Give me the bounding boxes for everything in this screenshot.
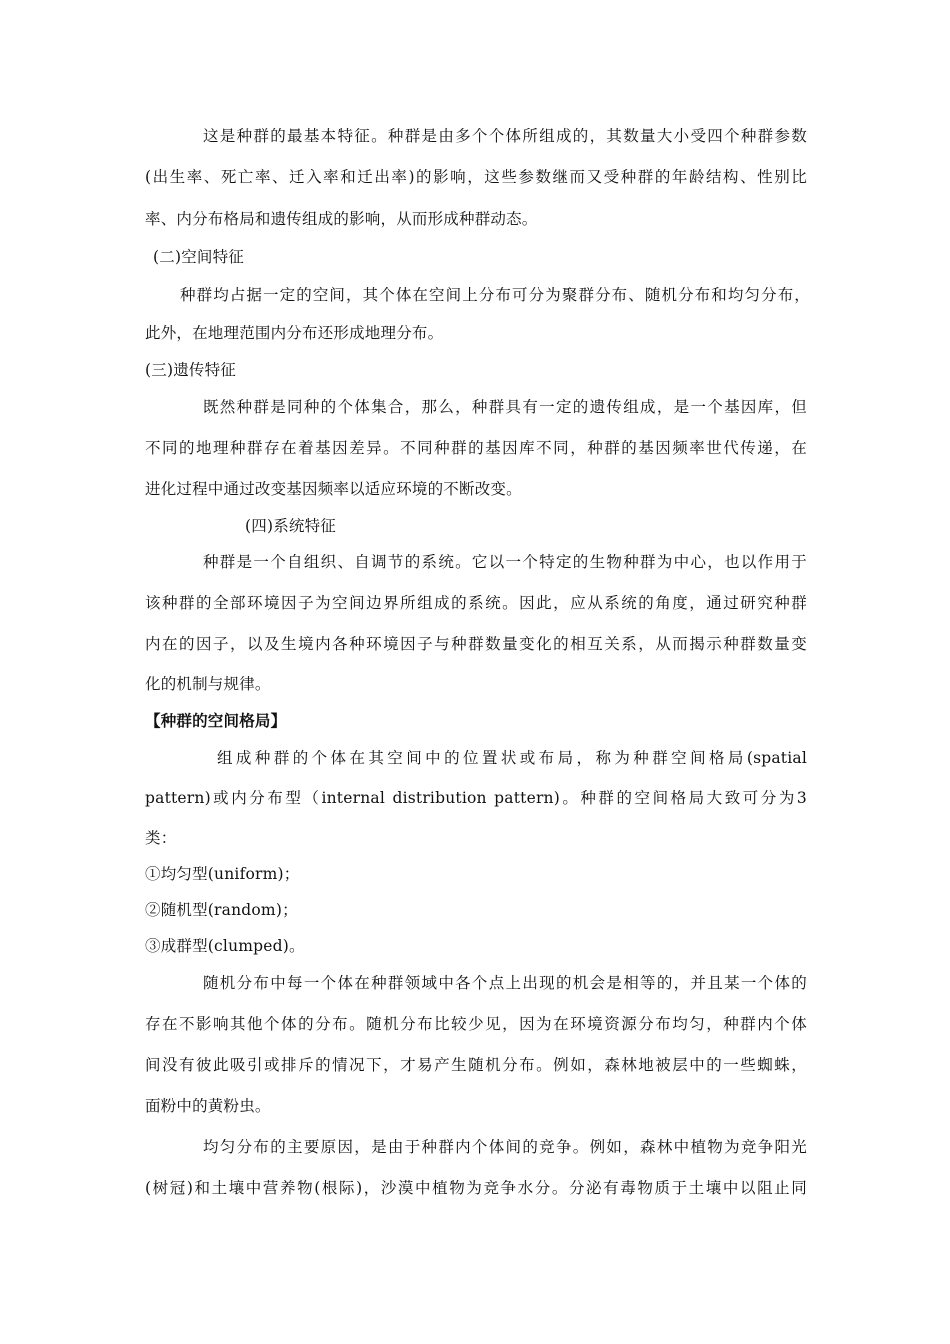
list-item: ②随机型(random)； [145, 901, 298, 919]
paragraph-line: 组成种群的个体在其空间中的位置状或布局，称为种群空间格局(spatial [217, 749, 807, 767]
paragraph-line: 率、内分布格局和遗传组成的影响，从而形成种群动态。 [145, 210, 538, 228]
section-title: 【种群的空间格局】 [145, 712, 287, 730]
paragraph-line: 该种群的全部环境因子为空间边界所组成的系统。因此，应从系统的角度，通过研究种群 [145, 594, 807, 612]
paragraph-line: pattern)或内分布型（internal distribution pattern)。种群的空间格局大致可分为3 [145, 789, 807, 807]
paragraph-line: (出生率、死亡率、迁入率和迁出率)的影响，这些参数继而又受种群的年龄结构、性别比 [145, 168, 807, 186]
paragraph-line: 种群是一个自组织、自调节的系统。它以一个特定的生物种群为中心，也以作用于 [203, 553, 807, 571]
list-item: ③成群型(clumped)。 [145, 937, 305, 955]
paragraph-line: 间没有彼此吸引或排斥的情况下，才易产生随机分布。例如，森林地被层中的一些蜘蛛， [145, 1056, 807, 1074]
paragraph-line: (树冠)和土壤中营养物(根际)，沙漠中植物为竞争水分。分泌有毒物质于土壤中以阻止同 [145, 1179, 807, 1197]
paragraph-line: 既然种群是同种的个体集合，那么，种群具有一定的遗传组成，是一个基因库，但 [203, 398, 807, 416]
paragraph-line: 进化过程中通过改变基因频率以适应环境的不断改变。 [145, 480, 522, 498]
section-heading: (二)空间特征 [153, 248, 244, 266]
section-heading: (四)系统特征 [245, 517, 336, 535]
paragraph-line: 不同的地理种群存在着基因差异。不同种群的基因库不同，种群的基因频率世代传递，在 [145, 439, 807, 457]
list-item: ①均匀型(uniform)； [145, 865, 300, 883]
paragraph-line: 内在的因子，以及生境内各种环境因子与种群数量变化的相互关系，从而揭示种群数量变 [145, 635, 807, 653]
paragraph-line: 存在不影响其他个体的分布。随机分布比较少见，因为在环境资源分布均匀，种群内个体 [145, 1015, 807, 1033]
paragraph-line: 种群均占据一定的空间，其个体在空间上分布可分为聚群分布、随机分布和均匀分布， [180, 286, 810, 304]
paragraph-line: 类： [145, 829, 177, 847]
paragraph-line: 化的机制与规律。 [145, 675, 271, 693]
paragraph-line: 面粉中的黄粉虫。 [145, 1097, 271, 1115]
paragraph-line: 均匀分布的主要原因，是由于种群内个体间的竞争。例如，森林中植物为竞争阳光 [203, 1138, 807, 1156]
paragraph-line: 随机分布中每一个体在种群领域中各个点上出现的机会是相等的，并且某一个体的 [203, 974, 807, 992]
section-heading: (三)遗传特征 [145, 361, 236, 379]
paragraph-line: 这是种群的最基本特征。种群是由多个个体所组成的，其数量大小受四个种群参数 [203, 127, 807, 145]
paragraph-line: 此外，在地理范围内分布还形成地理分布。 [145, 324, 444, 342]
